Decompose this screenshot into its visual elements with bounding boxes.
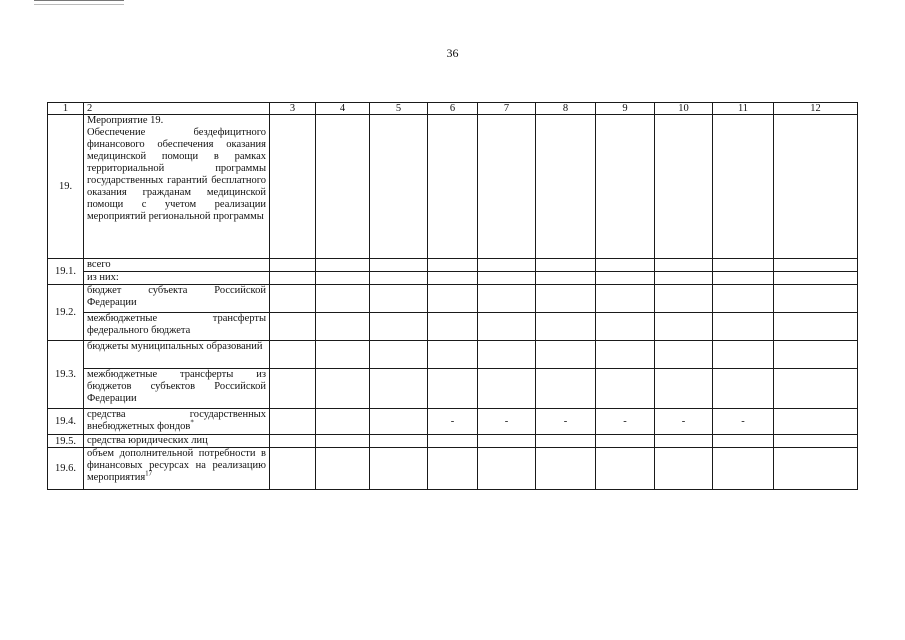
table-cell — [316, 369, 370, 409]
budget-table — [47, 102, 858, 490]
row-number: 19.2. — [48, 285, 84, 341]
row-label-text: всего — [87, 259, 111, 270]
table-cell — [370, 115, 428, 259]
table-cell — [270, 409, 316, 435]
table-cell — [428, 369, 478, 409]
table-cell — [536, 313, 596, 341]
table-cell — [428, 115, 478, 259]
table-cell — [428, 259, 478, 272]
table-cell — [713, 313, 774, 341]
table-cell: - — [655, 409, 713, 435]
table-cell — [478, 369, 536, 409]
table-cell — [536, 369, 596, 409]
table-cell — [774, 409, 858, 435]
table-cell — [316, 285, 370, 313]
table-cell — [316, 448, 370, 490]
table-cell — [713, 435, 774, 448]
column-header: 1 — [48, 103, 84, 115]
row-label — [84, 341, 270, 369]
table-cell — [478, 313, 536, 341]
row-number: 19.3. — [48, 341, 84, 409]
table-cell — [596, 341, 655, 369]
table-cell: - — [478, 409, 536, 435]
table-cell — [316, 435, 370, 448]
row-label — [84, 285, 270, 313]
table-cell — [428, 448, 478, 490]
column-header: 7 — [478, 103, 536, 115]
table-cell — [536, 115, 596, 259]
table-cell — [316, 341, 370, 369]
table-cell — [655, 313, 713, 341]
table-cell — [428, 341, 478, 369]
table-cell — [536, 448, 596, 490]
table-cell — [270, 369, 316, 409]
table-row — [48, 369, 858, 409]
table-cell — [370, 259, 428, 272]
table-cell — [270, 448, 316, 490]
row-label — [84, 259, 270, 272]
table-cell — [713, 259, 774, 272]
table-cell — [596, 285, 655, 313]
row-number: 19.4. — [48, 409, 84, 435]
row-label-text: из них: — [87, 272, 119, 283]
table-cell — [270, 313, 316, 341]
column-header: 10 — [655, 103, 713, 115]
table-cell — [270, 285, 316, 313]
row-label-text: бюджет субъекта Российской Федерации — [87, 285, 266, 308]
table-cell — [478, 115, 536, 259]
table-body — [48, 115, 858, 490]
table-cell — [713, 272, 774, 285]
table-cell — [370, 409, 428, 435]
table-cell — [270, 115, 316, 259]
table-cell — [655, 369, 713, 409]
table-cell — [655, 115, 713, 259]
table-cell — [774, 448, 858, 490]
table-cell — [655, 341, 713, 369]
row-number: 19.5. — [48, 435, 84, 448]
table-row — [48, 285, 858, 313]
table-cell — [270, 341, 316, 369]
table-cell: - — [596, 409, 655, 435]
table-cell — [428, 285, 478, 313]
table-cell — [774, 435, 858, 448]
column-header: 5 — [370, 103, 428, 115]
table-cell — [270, 259, 316, 272]
table-cell — [536, 272, 596, 285]
table-cell — [774, 285, 858, 313]
table-cell — [596, 435, 655, 448]
row-label-text: Мероприятие 19. Обеспечение бездефицитного финансового обеспечения оказания медицинской помощи в рамках территориальной программы государственных гарантий бесплатного оказания гражданам медицинской помощи с учетом реализации мероприятий региональной программы — [87, 115, 266, 222]
table-cell — [478, 259, 536, 272]
table-cell — [370, 285, 428, 313]
row-label-text: межбюджетные трансферты федерального бюджета — [87, 313, 266, 336]
table-cell — [370, 341, 428, 369]
page-number: 36 — [446, 46, 459, 60]
table-row — [48, 313, 858, 341]
table-cell — [370, 435, 428, 448]
table-cell — [713, 285, 774, 313]
table-cell — [316, 115, 370, 259]
row-label-text: объем дополнительной потребности в финансовых ресурсах на реализацию мероприятия — [87, 448, 266, 483]
column-header: 9 — [596, 103, 655, 115]
table-cell — [655, 435, 713, 448]
table-cell — [478, 272, 536, 285]
row-label — [84, 448, 270, 490]
table-cell — [536, 341, 596, 369]
table-cell — [713, 341, 774, 369]
table-cell — [370, 272, 428, 285]
table-cell — [596, 448, 655, 490]
column-header: 11 — [713, 103, 774, 115]
column-header: 6 — [428, 103, 478, 115]
table-cell — [478, 435, 536, 448]
table-cell — [774, 369, 858, 409]
row-label — [84, 369, 270, 409]
table-row — [48, 448, 858, 490]
table-cell — [713, 115, 774, 259]
scan-artifact — [34, 0, 124, 5]
table-cell — [713, 448, 774, 490]
row-label — [84, 435, 270, 448]
table-cell — [774, 272, 858, 285]
column-header: 4 — [316, 103, 370, 115]
table-cell — [428, 272, 478, 285]
table-cell — [428, 435, 478, 448]
table-cell — [370, 448, 428, 490]
table-cell — [316, 259, 370, 272]
table-cell — [478, 285, 536, 313]
column-header: 8 — [536, 103, 596, 115]
row-label-text: бюджеты муниципальных образований — [87, 341, 263, 352]
table-cell — [655, 448, 713, 490]
table-cell — [774, 313, 858, 341]
table-cell — [596, 115, 655, 259]
table-cell — [478, 448, 536, 490]
row-label — [84, 115, 270, 259]
table-cell: - — [536, 409, 596, 435]
table-row — [48, 435, 858, 448]
row-label — [84, 409, 270, 435]
table-cell — [316, 313, 370, 341]
table-cell — [774, 115, 858, 259]
table-cell — [655, 272, 713, 285]
table-row — [48, 341, 858, 369]
table-cell — [428, 313, 478, 341]
row-label-text: межбюджетные трансферты из бюджетов субъектов Российской Федерации — [87, 369, 266, 404]
column-header: 3 — [270, 103, 316, 115]
table-cell — [370, 369, 428, 409]
table-cell — [536, 285, 596, 313]
table-header-row — [48, 103, 858, 115]
table-cell — [774, 259, 858, 272]
row-number: 19.6. — [48, 448, 84, 490]
table-row — [48, 409, 858, 435]
footnote-marker: * — [190, 418, 194, 427]
table-cell — [536, 435, 596, 448]
table-row — [48, 259, 858, 272]
table-cell — [596, 259, 655, 272]
column-header: 12 — [774, 103, 858, 115]
table-cell — [316, 272, 370, 285]
row-number: 19.1. — [48, 259, 84, 285]
table-cell — [596, 369, 655, 409]
row-label — [84, 272, 270, 285]
table-cell: - — [713, 409, 774, 435]
table-cell: - — [428, 409, 478, 435]
footnote-marker: 17 — [145, 469, 153, 478]
column-header: 2 — [84, 103, 270, 115]
table-cell — [713, 369, 774, 409]
table-cell — [316, 409, 370, 435]
table-cell — [655, 285, 713, 313]
table-cell — [270, 272, 316, 285]
table-cell — [655, 259, 713, 272]
table-cell — [536, 259, 596, 272]
table-row — [48, 115, 858, 259]
table-cell — [270, 435, 316, 448]
table-cell — [478, 341, 536, 369]
table-cell — [774, 341, 858, 369]
row-number: 19. — [48, 115, 84, 259]
row-label — [84, 313, 270, 341]
table-cell — [596, 313, 655, 341]
table-cell — [596, 272, 655, 285]
table-row — [48, 272, 858, 285]
row-label-text: средства государственных внебюджетных фондов — [87, 409, 266, 432]
table-cell — [370, 313, 428, 341]
row-label-text: средства юридических лиц — [87, 435, 208, 446]
